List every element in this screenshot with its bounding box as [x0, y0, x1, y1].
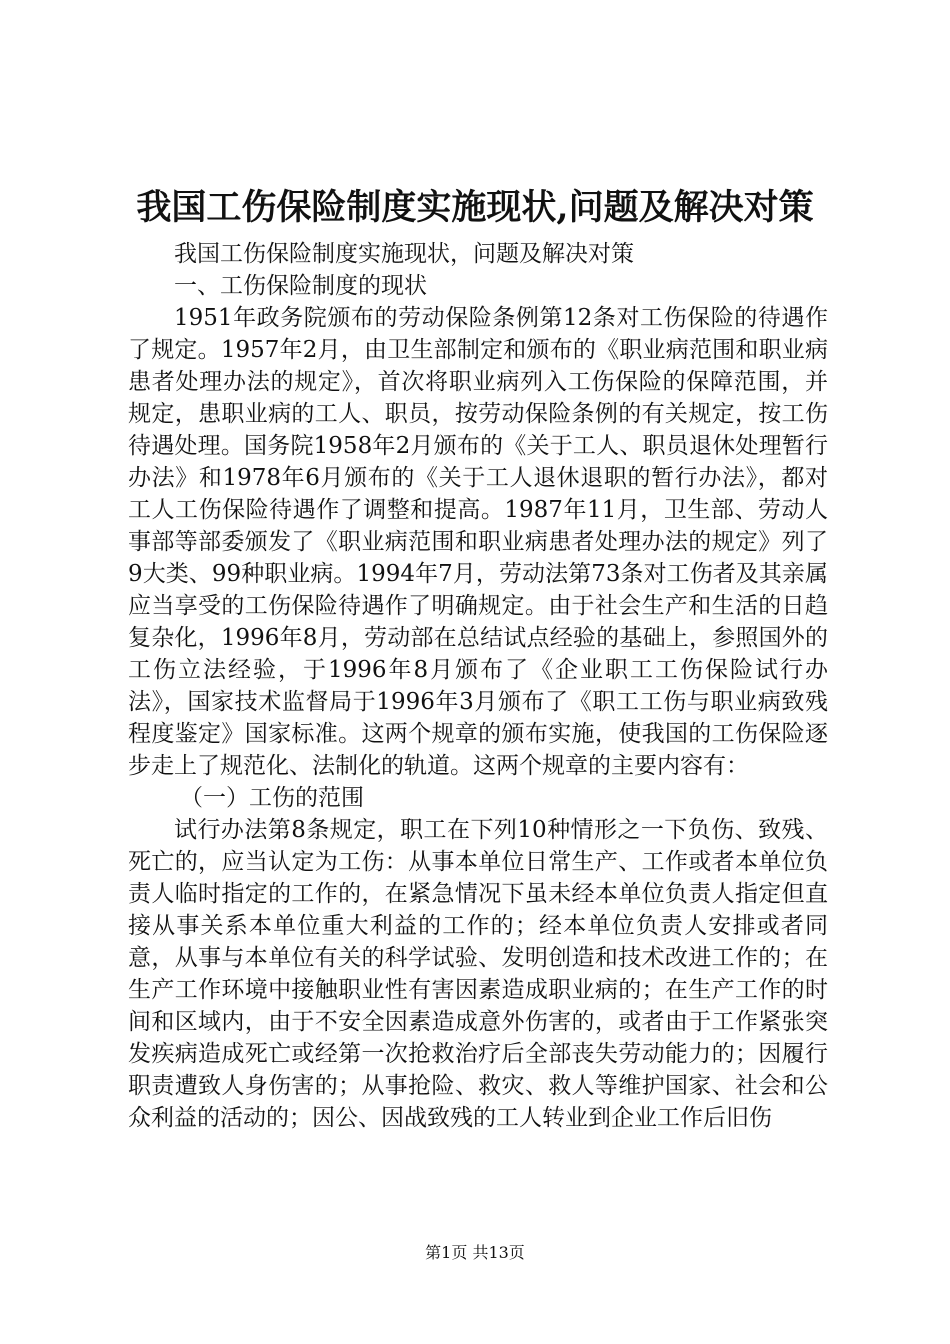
page-footer: 第1页 共13页	[425, 1243, 525, 1262]
document-title: 我国工伤保险制度实施现状,问题及解决对策	[136, 187, 814, 228]
body-paragraph: 试行办法第8条规定，职工在下列10种情形之一下负伤、致残、死亡的，应当认定为工伤：从事本单位日常生产、工作或者本单位负责人临时指定的工作的，在紧急情况下虽未经本单位负责人指定但直接从事关系本单位重大利益的工作的；经本单位负责人安排或者同意，从事与本单位有关的科学试验、发明创造和技术改进工作的；在生产工作环境中接触职业性有害因素造成职业病的；在生产工作的时间和区域内，由于不安全因素造成意外伤害的，或者由于工作紧张突发疾病造成死亡或经第一次抢救治疗后全部丧失劳动能力的；因履行职责遭致人身伤害的；从事抢险、救灾、救人等维护国家、社会和公众利益的活动的；因公、因战致残的工人转业到企业工作后旧伤	[128, 817, 828, 1131]
document-body	[128, 238, 828, 1134]
subtitle-paragraph: 我国工伤保险制度实施现状，问题及解决对策	[174, 241, 634, 267]
section-heading: 一、工伤保险制度的现状	[174, 273, 427, 299]
subsection-heading: （一）工伤的范围	[180, 785, 364, 811]
body-paragraph: 1951年政务院颁布的劳动保险条例第12条对工伤保险的待遇作了规定。1957年2月，由卫生部制定和颁布的《职业病范围和职业病患者处理办法的规定》，首次将职业病列入工伤保险的保障范围，并规定，患职业病的工人、职员，按劳动保险条例的有关规定，按工伤待遇处理。国务院1958年2月颁布的《关于工人、职员退休处理暂行办法》和1978年6月颁布的《关于工人退休退职的暂行办法》，都对工人工伤保险待遇作了调整和提高。1987年11月，卫生部、劳动人事部等部委颁发了《职业病范围和职业病患者处理办法的规定》列了9大类、99种职业病。1994年7月，劳动法第73条对工伤者及其亲属应当享受的工伤保险待遇作了明确规定。由于社会生产和生活的日趋复杂化，1996年8月，劳动部在总结试点经验的基础上，参照国外的工伤立法经验，于1996年8月颁布了《企业职工工伤保险试行办法》，国家技术监督局于1996年3月颁布了《职工工伤与职业病致残程度鉴定》国家标准。这两个规章的颁布实施，使我国的工伤保险逐步走上了规范化、法制化的轨道。这两个规章的主要内容有：	[128, 305, 828, 779]
